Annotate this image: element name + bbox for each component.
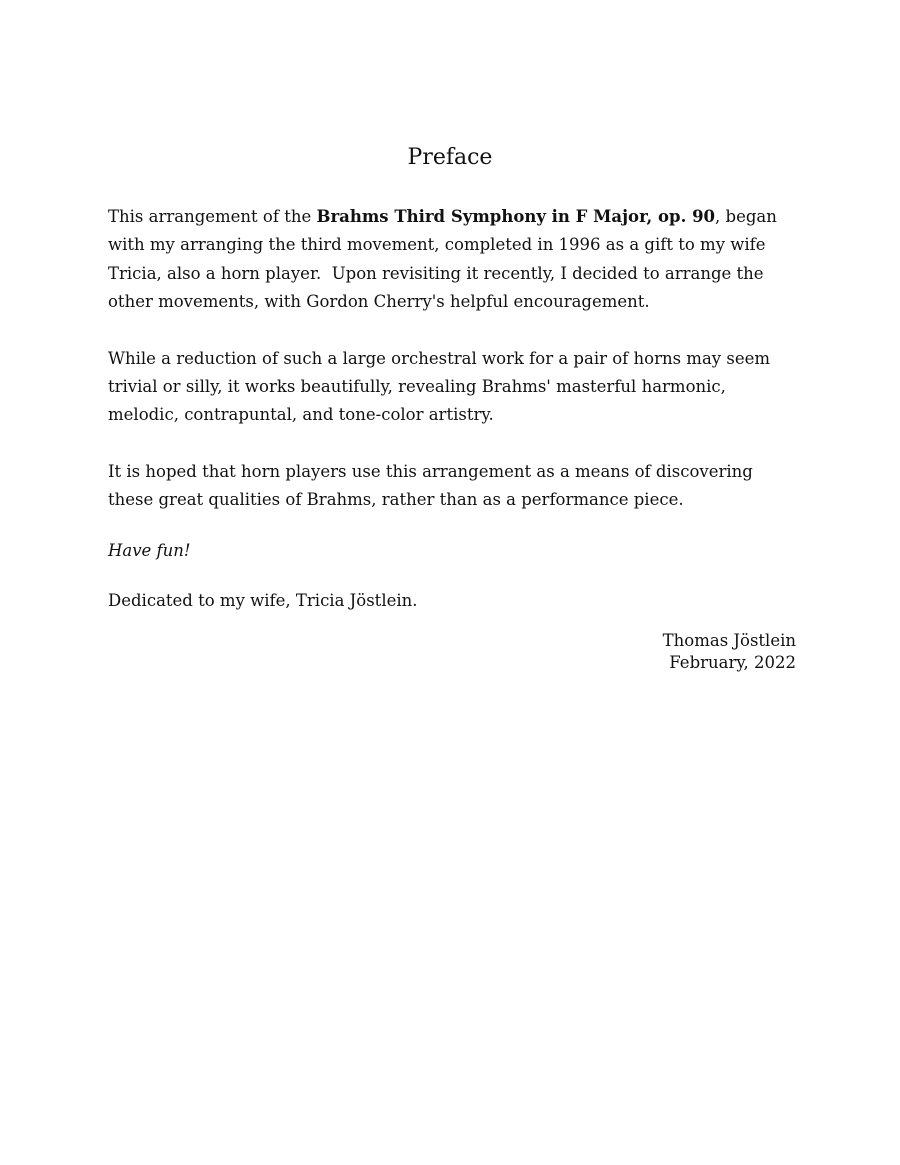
- paragraph-reduction: While a reduction of such a large orchestral work for a pair of horns may seem trivial or silly, it works beautifully, revealing Brahms' masterful harmonic, melodic, contrapuntal, and tone-color artistry.: [108, 348, 776, 425]
- intro-text-end: , began with my arranging the third movement, completed in 1996 as a gift to my wife Tricia, also a horn player. Upon revisiting it recently, I decided to arrange the other movements, with Gordon Cherry's helpful encouragement.: [108, 207, 783, 312]
- paragraph-purpose: It is hoped that horn players use this arrangement as a means of discovering these great qualities of Brahms, rather than as a performance piece.: [108, 461, 759, 510]
- signature-block: [663, 630, 796, 674]
- closing-line: [108, 537, 798, 565]
- intro-text-start: This arrangement of the: [108, 207, 317, 226]
- preface-body: [108, 203, 798, 643]
- closing-text: Have fun!: [108, 540, 191, 560]
- author-name: Thomas Jöstlein: [662, 631, 796, 650]
- work-title: Brahms Third Symphony in F Major, op. 90: [316, 207, 716, 226]
- page-title: Preface: [407, 145, 493, 170]
- paragraph-intro: [108, 203, 798, 317]
- dedication-line: Dedicated to my wife, Tricia Jöstlein.: [108, 591, 418, 611]
- signature-date: February, 2022: [669, 653, 796, 672]
